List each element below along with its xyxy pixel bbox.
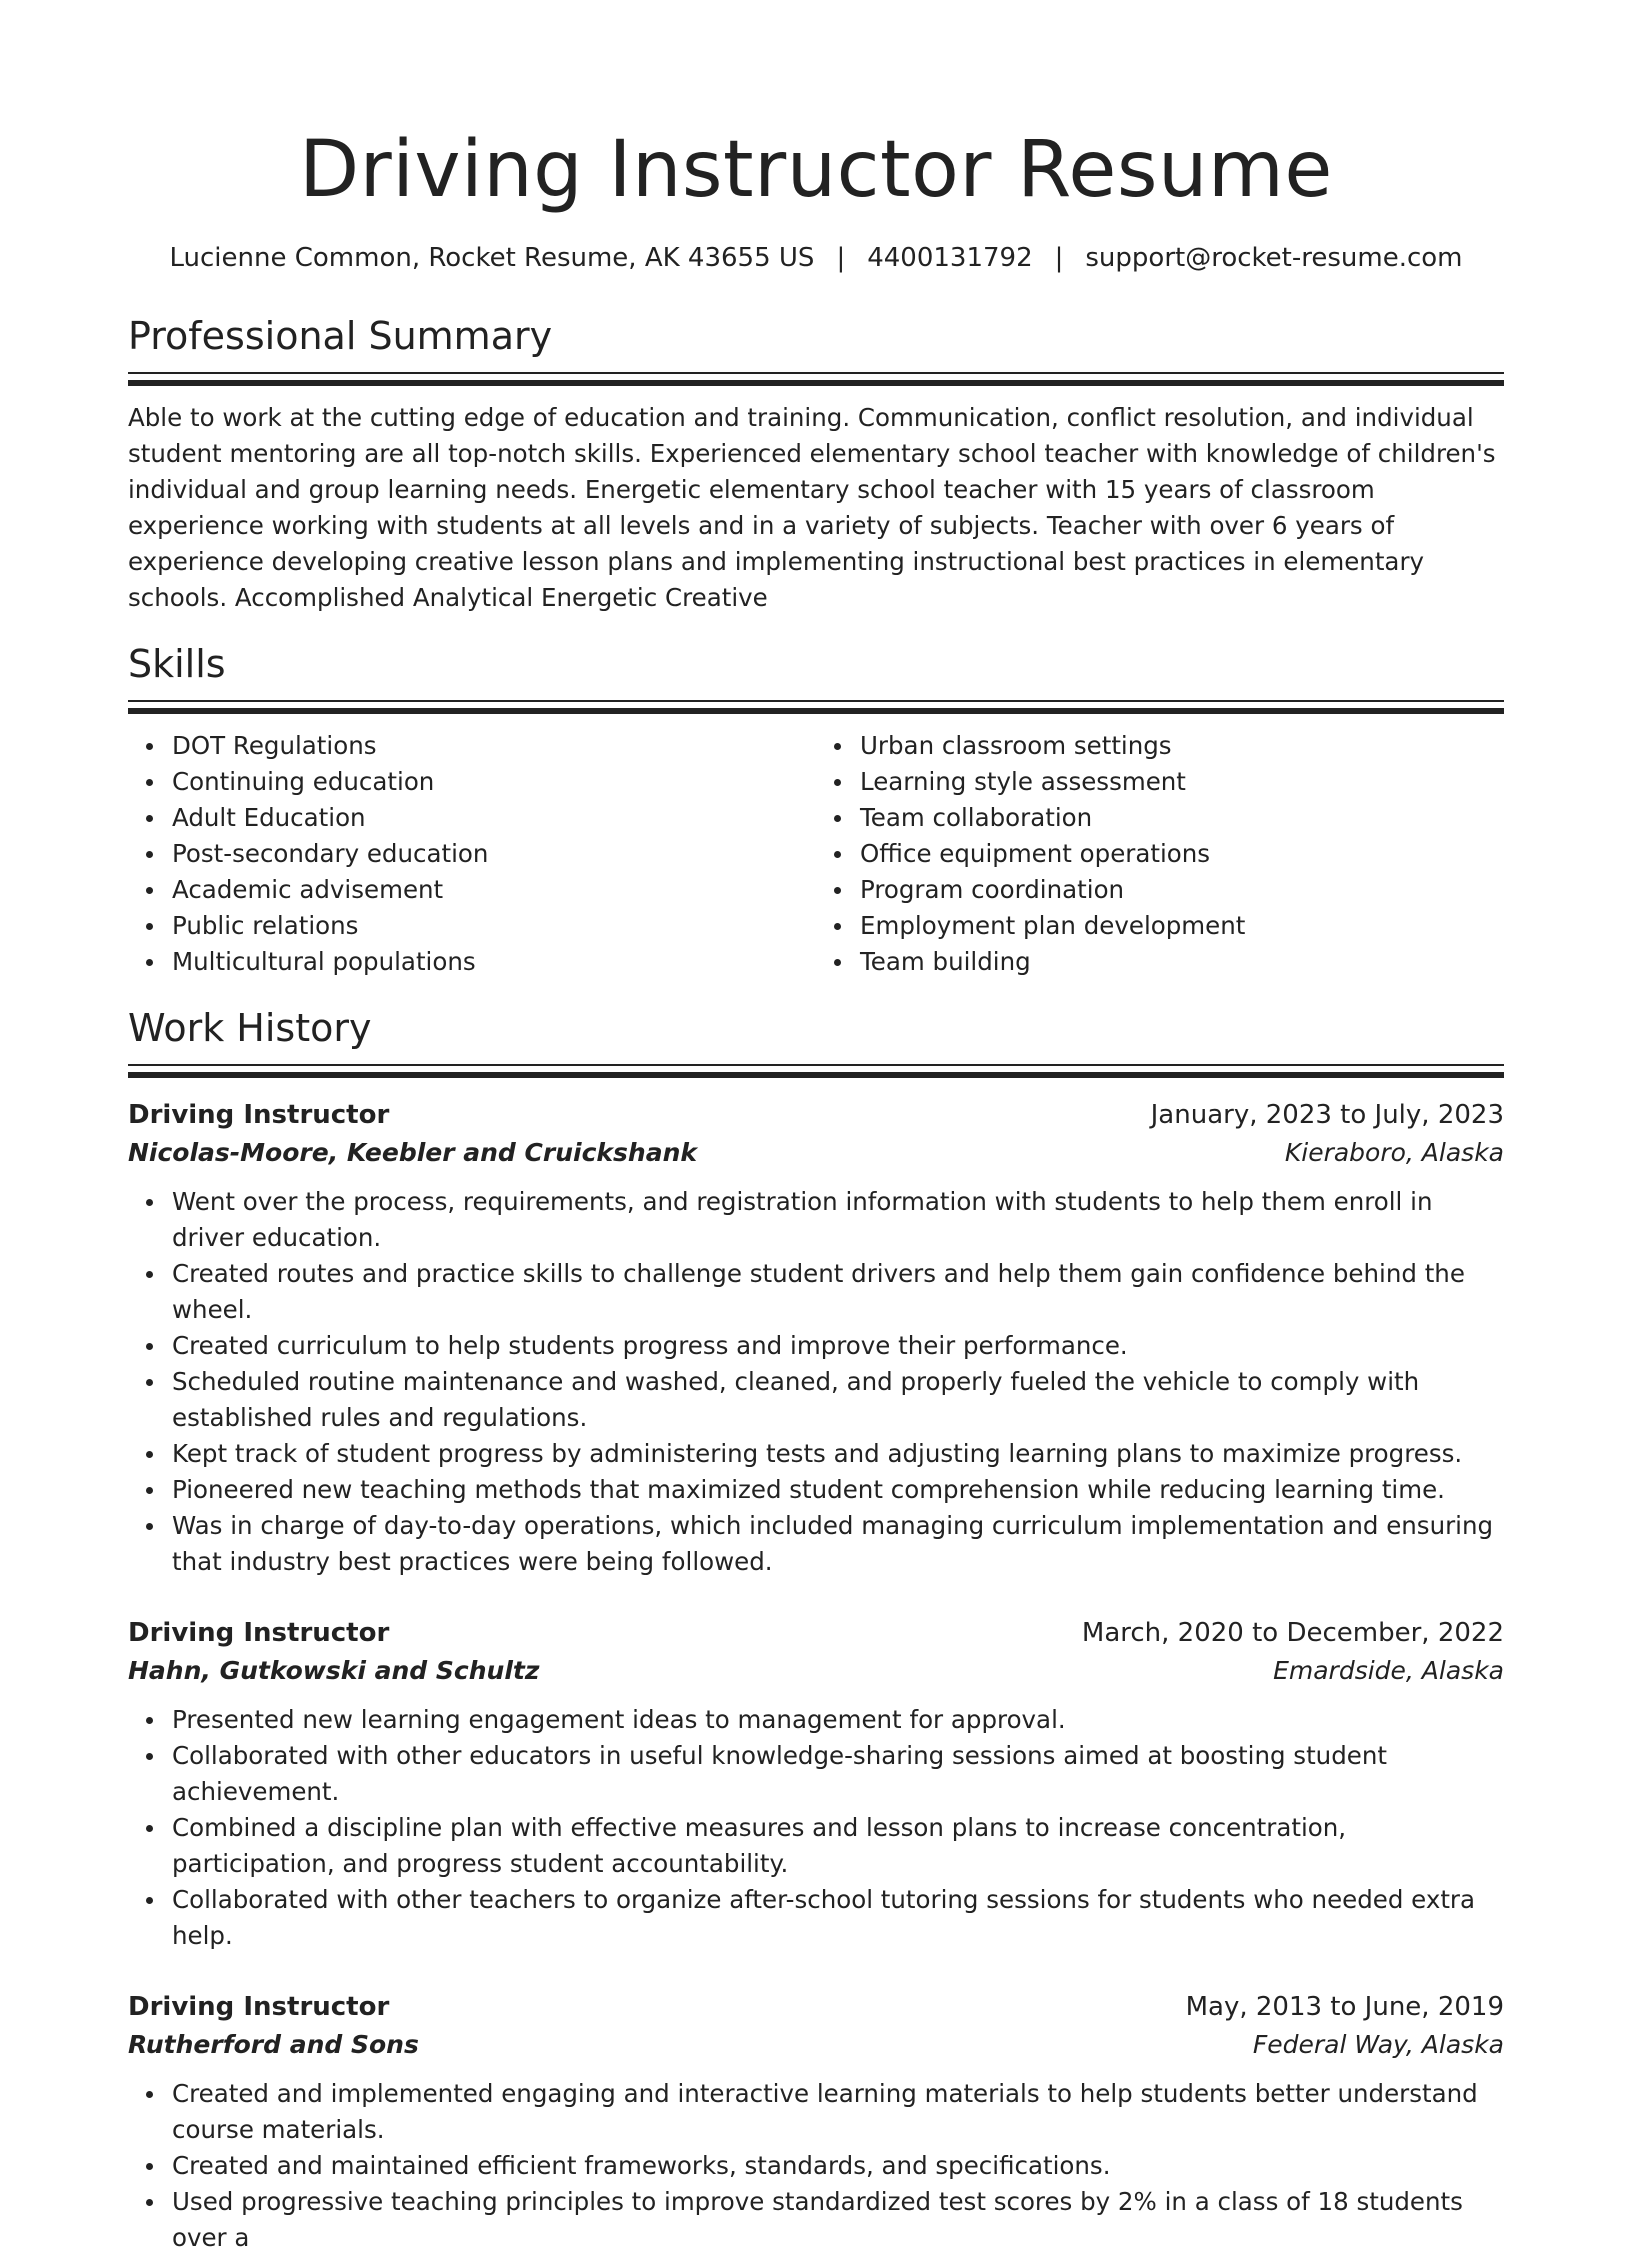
job-location: Kieraboro, Alaska [1284,1138,1504,1167]
skill-item: Academic advisement [172,872,816,908]
skill-item: Employment plan development [860,908,1504,944]
job-title: Driving Instructor [128,1618,390,1648]
job-bullet: Went over the process, requirements, and registration information with students to help them enroll in driver education. [172,1184,1504,1256]
skill-item: Adult Education [172,800,816,836]
section-heading: Professional Summary [128,314,553,358]
job-bullet: Collaborated with other teachers to organize after-school tutoring sessions for students who needed extra help. [172,1882,1504,1954]
skill-item: Multicultural populations [172,944,816,980]
contact-line [128,240,1504,276]
job-bullet: Presented new learning engagement ideas to management for approval. [172,1702,1504,1738]
skills-list-right [816,728,1504,980]
skill-item: Program coordination [860,872,1504,908]
work-history-section [128,1004,1504,2256]
job-header-row [128,1614,1504,1652]
job-bullet: Combined a discipline plan with effective measures and lesson plans to increase concentration, participation, and progress student accountability. [172,1810,1504,1882]
section-heading: Work History [128,1006,372,1050]
section-divider [128,700,1504,714]
contact-email[interactable]: support@rocket-resume.com [1085,243,1463,273]
job-bullet: Created and maintained efficient frameworks, standards, and specifications. [172,2148,1504,2184]
job-location: Federal Way, Alaska [1252,2030,1504,2059]
skill-item: Learning style assessment [860,764,1504,800]
job-company-row [128,2026,1504,2064]
job-bullet: Collaborated with other educators in useful knowledge-sharing sessions aimed at boosting student achievement. [172,1738,1504,1810]
job-company: Nicolas-Moore, Keebler and Cruickshank [128,1138,697,1167]
skills-list-left [128,728,816,980]
summary-text: Able to work at the cutting edge of education and training. Communication, conflict resolution, and individual student mentoring are all top-notch skills. Experienced elementary school teacher with knowledge of children's individual and group learning needs. Energetic elementary school teacher with 15 years of classroom experience working with students at all levels and in a variety of subjects. Teacher with over 6 years of experience developing creative lesson plans and implementing instructional best practices in elementary schools. Accomplished Analytical Energetic Creative [128,403,1496,612]
contact-separator: | [1054,243,1064,273]
job-title: Driving Instructor [128,1992,390,2022]
job-title: Driving Instructor [128,1100,390,1130]
job-bullet: Created and implemented engaging and interactive learning materials to help students better understand course materials. [172,2076,1504,2148]
skills-columns [128,728,1504,980]
resume-title: Driving Instructor Resume [299,125,1333,215]
job-dates: March, 2020 to December, 2022 [1081,1618,1504,1648]
professional-summary-section [128,312,1504,616]
job-bullets [128,1702,1504,1954]
skill-item: Public relations [172,908,816,944]
job-company-row [128,1134,1504,1172]
job-bullet: Created routes and practice skills to challenge student drivers and help them gain confidence behind the wheel. [172,1256,1504,1328]
job-bullets [128,1184,1504,1580]
job-bullets [128,2076,1504,2256]
job-company: Rutherford and Sons [128,2030,419,2059]
skill-item: Urban classroom settings [860,728,1504,764]
contact-address: Lucienne Common, Rocket Resume, AK 43655 US [169,243,815,273]
job-entry [128,1096,1504,1580]
skill-item: DOT Regulations [172,728,816,764]
job-entry [128,1614,1504,1954]
job-company: Hahn, Gutkowski and Schultz [128,1656,540,1685]
job-header-row [128,1096,1504,1134]
section-divider [128,1064,1504,1078]
section-divider [128,372,1504,386]
job-bullet: Was in charge of day-to-day operations, which included managing curriculum implementation and ensuring that industry best practices were being followed. [172,1508,1504,1580]
job-bullet: Used progressive teaching principles to improve standardized test scores by 2% in a class of 18 students over a [172,2184,1504,2256]
job-entry [128,1988,1504,2256]
skill-item: Post-secondary education [172,836,816,872]
resume-page [128,0,1504,2256]
job-header-row [128,1988,1504,2026]
job-bullet: Created curriculum to help students progress and improve their performance. [172,1328,1504,1364]
contact-phone: 4400131792 [867,243,1033,273]
job-bullet: Kept track of student progress by administering tests and adjusting learning plans to maximize progress. [172,1436,1504,1472]
section-heading: Skills [128,642,226,686]
skills-section [128,640,1504,980]
job-dates: January, 2023 to July, 2023 [1150,1100,1504,1130]
job-bullet: Pioneered new teaching methods that maximized student comprehension while reducing learning time. [172,1472,1504,1508]
contact-separator: | [836,243,846,273]
skill-item: Team collaboration [860,800,1504,836]
skill-item: Continuing education [172,764,816,800]
skill-item: Team building [860,944,1504,980]
job-company-row [128,1652,1504,1690]
job-dates: May, 2013 to June, 2019 [1185,1992,1504,2022]
job-location: Emardside, Alaska [1273,1656,1504,1685]
job-bullet: Scheduled routine maintenance and washed, cleaned, and properly fueled the vehicle to comply with established rules and regulations. [172,1364,1504,1436]
skill-item: Office equipment operations [860,836,1504,872]
